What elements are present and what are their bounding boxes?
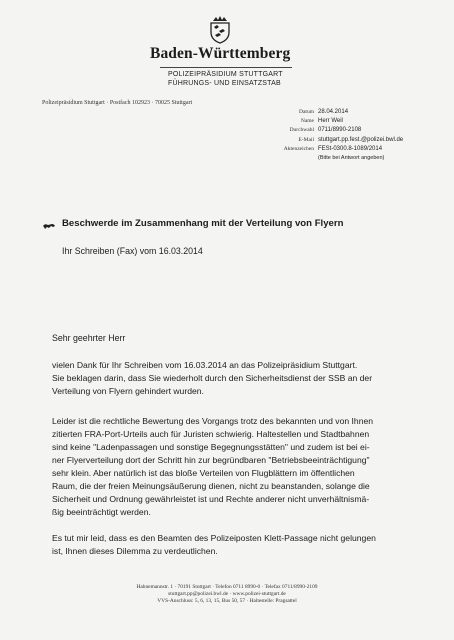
info-label: Aktenzeichen — [283, 145, 314, 152]
text-line: Sie beklagen darin, dass Sie wiederholt durch den Sicherheitsdienst der SSB an der — [52, 373, 373, 383]
text-line: sind keine "Ladenpassagen und sonstige Begegnungsstätten" und zudem ist bei ei- — [52, 442, 370, 452]
footer-transit: VVS-Anschluss: 5, 6, 13, 15, Bus 50, 57 · Haltestelle: Pragsattel — [157, 598, 297, 604]
info-row-email — [268, 136, 448, 145]
info-row-file-number — [268, 145, 448, 154]
date-value: 28.04.2014 — [318, 109, 349, 115]
info-label: Name — [300, 118, 314, 125]
paragraph-2 — [52, 415, 373, 519]
text-line: vielen Dank für Ihr Schreiben vom 16.03.2014 an das Polizeipräsidium Stuttgart. — [52, 360, 358, 370]
email-value: stuttgart.pp.fest.@polizei.bwl.de — [318, 136, 404, 143]
info-label: Durchwahl — [289, 127, 314, 134]
phone-value: 0711/8990-2108 — [318, 127, 362, 134]
text-line: Raum, die der freien Meinungsäußerung dienen, nicht zu beanstanden, solange die — [52, 481, 370, 491]
text-line: Es tut mir leid, dass es den Beamten des Polizeiposten Klett-Passage nicht gelungen — [52, 533, 376, 543]
text-line: ist, Ihnen dieses Dilemma zu verdeutlichen. — [52, 546, 218, 556]
letterhead-divider — [160, 67, 292, 68]
lion-emblem-icon — [43, 223, 55, 229]
text-line: sehr klein. Aber natürlich ist das bloße Verteilen von Flugblättern im öffentlichen — [52, 468, 355, 478]
paragraph-1 — [52, 359, 372, 398]
text-line: ner Flyerverteilung dort der Schritt hin zur begründbaren "Betriebsbeeinträchtigung" — [52, 455, 370, 465]
authority-name: Baden-Württemberg — [150, 45, 291, 62]
info-row-phone — [268, 126, 448, 135]
sender-info-block — [268, 108, 448, 163]
file-number-value: FESt-0300.8-1089/2014 — [318, 145, 383, 152]
info-row-date — [268, 108, 448, 117]
text-line: Leider ist die rechtliche Bewertung des Vorgangs trotz des bekannten und von Ihnen — [52, 416, 374, 426]
subject-line: Beschwerde im Zusammenhang mit der Verteilung von Flyern — [62, 218, 344, 229]
unit-line-1: POLIZEIPRÄSIDIUM STUTTGART — [168, 71, 283, 78]
unit-line-2: FÜHRUNGS- UND EINSATZSTAB — [168, 80, 281, 87]
info-row-name — [268, 117, 448, 126]
name-value: Herr Weil — [318, 118, 343, 125]
text-line: zitierten FRA-Port-Urteils auch für Juristen schwierig. Haltestellen und Stadtbahnen — [52, 429, 370, 439]
info-label: E-Mail — [298, 136, 314, 143]
footer-address: Hahnemannstr. 1 · 70191 Stuttgart · Telefon 0711 8990-0 · Telefax 0711/8990-2109 — [136, 584, 318, 590]
text-line: Verteilung von Flyern gehindert wurden. — [52, 386, 204, 396]
text-line: Sicherheit und Ordnung gewährleistet ist und Rechte anderer nicht unverhältnismä- — [52, 494, 370, 504]
state-coat-of-arms-icon — [207, 14, 233, 44]
paragraph-3 — [52, 532, 376, 558]
salutation: Sehr geehrter Herr — [52, 333, 126, 343]
info-label: Datum — [299, 109, 314, 115]
file-number-note: (Bitte bei Antwort angeben) — [318, 155, 385, 162]
footer-contact: stuttgart.pp@polizei.bwl.de · www.polizei-stuttgart.de — [168, 591, 286, 597]
return-address: Polizeipräsidium Stuttgart · Postfach 102923 · 70025 Stuttgart — [42, 100, 193, 106]
letter-footer — [0, 584, 454, 605]
text-line: ßig beeinträchtigt werden. — [52, 507, 151, 517]
reference-line: Ihr Schreiben (Fax) vom 16.03.2014 — [62, 246, 203, 256]
